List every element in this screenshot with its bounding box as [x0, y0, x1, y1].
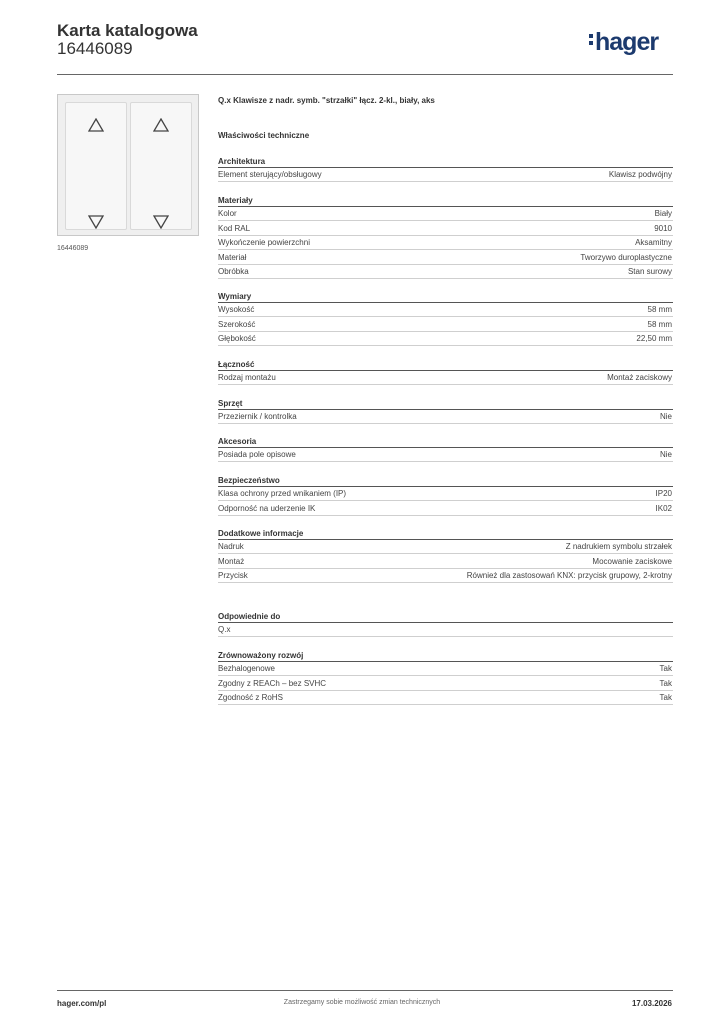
section-title: Odpowiednie do: [218, 612, 281, 621]
spec-row: [218, 662, 673, 676]
spec-label: Kolor: [218, 209, 237, 218]
spec-value: 22,50 mm: [636, 334, 672, 343]
arrow-down-icon: [88, 215, 104, 229]
section-title: Akcesoria: [218, 437, 257, 446]
section-title: Dodatkowe informacje: [218, 529, 304, 538]
arrow-down-icon: [153, 215, 169, 229]
spec-row: [218, 265, 673, 279]
logo-text: hager: [595, 28, 659, 56]
arrow-up-icon: [153, 118, 169, 132]
header-divider: [57, 74, 673, 75]
spec-label: Montaż: [218, 556, 245, 566]
spec-row: [218, 371, 673, 385]
spec-label: Przeziernik / kontrolka: [218, 412, 297, 421]
logo-dots-icon: [589, 31, 593, 48]
spec-value: Tak: [659, 693, 672, 702]
product-image: [57, 94, 199, 236]
spec-label: Odporność na uderzenie IK: [218, 503, 316, 513]
spec-label: Zgodny z REACh – bez SVHC: [218, 678, 327, 688]
spec-value: Również dla zastosowań KNX: przycisk grupowy, 2-krotny: [466, 571, 672, 580]
spec-row: [218, 487, 673, 501]
spec-value: IP20: [655, 489, 672, 498]
properties-heading: Właściwości techniczne: [218, 131, 310, 140]
spec-label: Nadruk: [218, 542, 244, 551]
spec-row: [218, 222, 673, 236]
footer-url[interactable]: hager.com/pl: [57, 999, 107, 1008]
spec-row: [218, 332, 673, 346]
section-title: Materiały: [218, 196, 253, 205]
spec-label: Wykończenie powierzchni: [218, 238, 310, 247]
section-title: Wymiary: [218, 292, 252, 301]
spec-label: Materiał: [218, 252, 247, 262]
spec-row: [218, 168, 673, 182]
spec-label: Przycisk: [218, 571, 248, 580]
spec-row: [218, 555, 673, 569]
spec-label: Wysokość: [218, 305, 255, 314]
spec-label: Element sterujący/obsługowy: [218, 170, 322, 179]
spec-label: Bezhalogenowe: [218, 664, 275, 673]
spec-label: Rodzaj montażu: [218, 373, 276, 382]
spec-row: [218, 303, 673, 317]
spec-value: Nie: [659, 450, 672, 459]
spec-row: [218, 623, 673, 637]
spec-label: Szerokość: [218, 319, 256, 329]
spec-value: 9010: [654, 223, 672, 233]
spec-value: Z nadrukiem symbolu strzałek: [565, 542, 672, 551]
spec-row: [218, 448, 673, 462]
spec-value: Mocowanie zaciskowe: [592, 556, 672, 566]
section-title: Łączność: [218, 360, 255, 369]
image-caption: 16446089: [57, 245, 89, 252]
spec-value: 58 mm: [647, 319, 672, 329]
spec-value: Tworzywo duroplastyczne: [580, 252, 672, 262]
spec-value: Klawisz podwójny: [608, 170, 672, 179]
spec-value: Tak: [659, 678, 672, 688]
section-title: Zrównoważony rozwój: [218, 651, 304, 660]
spec-row: [218, 502, 673, 516]
spec-row: [218, 691, 673, 705]
footer-divider: [57, 990, 673, 991]
spec-value: Aksamitny: [635, 238, 672, 247]
product-title: Q.x Klawisze z nadr. symb. "strzałki" łącz. 2-kl., biały, aks: [218, 96, 435, 105]
spec-label: Posiada pole opisowe: [218, 450, 296, 459]
spec-label: Kod RAL: [218, 223, 251, 233]
rocker-right: [130, 102, 192, 230]
arrow-up-icon: [88, 118, 104, 132]
footer-date: 17.03.2026: [631, 999, 672, 1008]
spec-row: [218, 410, 673, 424]
spec-value: Montaż zaciskowy: [607, 373, 672, 382]
section-title: Architektura: [218, 157, 266, 166]
footer-note: Zastrzegamy sobie możliwość zmian technicznych: [283, 999, 441, 1006]
spec-value: Nie: [659, 412, 672, 421]
spec-label: Q.x: [218, 625, 231, 634]
page-title: Karta katalogowa: [57, 21, 198, 40]
spec-value: Stan surowy: [627, 267, 672, 276]
spec-label: Obróbka: [218, 267, 249, 276]
spec-label: Klasa ochrony przed wnikaniem (IP): [218, 489, 347, 498]
spec-row: [218, 677, 673, 691]
spec-row: [218, 569, 673, 583]
spec-row: [218, 540, 673, 554]
spec-value: 58 mm: [647, 305, 672, 314]
spec-value: Tak: [659, 664, 672, 673]
spec-row: [218, 251, 673, 265]
spec-row: [218, 236, 673, 250]
spec-row: [218, 207, 673, 221]
section-title: Bezpieczeństwo: [218, 476, 280, 485]
spec-label: Zgodność z RoHS: [218, 693, 283, 702]
hager-logo: [589, 28, 658, 57]
spec-row: [218, 318, 673, 332]
section-title: Sprzęt: [218, 399, 243, 408]
rocker-left: [65, 102, 127, 230]
spec-label: Głębokość: [218, 334, 256, 343]
catalog-number: 16446089: [57, 39, 133, 58]
spec-value: IK02: [655, 503, 672, 513]
spec-value: Biały: [654, 209, 672, 218]
